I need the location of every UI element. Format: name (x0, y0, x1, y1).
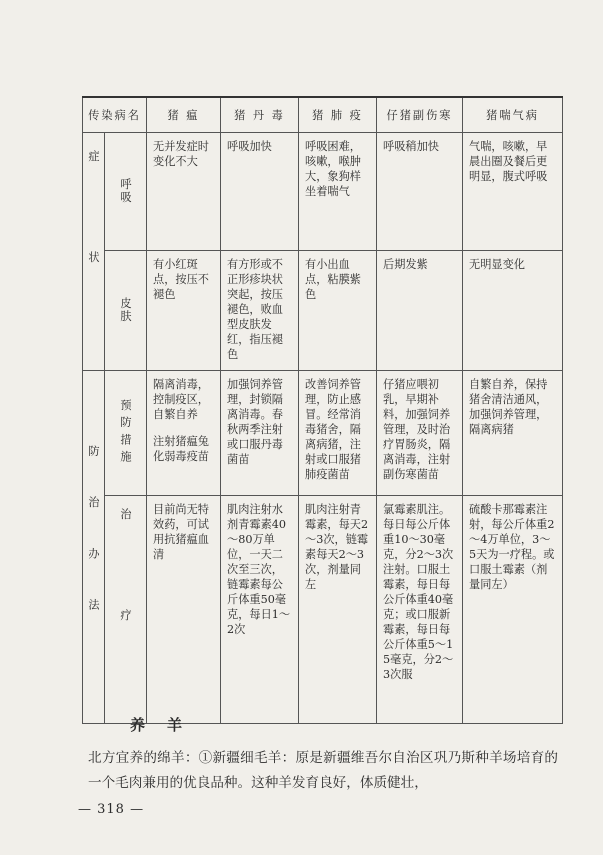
section-title: 养羊 (130, 716, 205, 734)
table-cell: 硫酸卡那霉素注射，每公斤体重2～4万单位，3～5天为一疗程。或口服土霉素（剂量同左） (463, 496, 563, 724)
table-cell: 目前尚无特效药，可试用抗猪瘟血清 (147, 496, 221, 724)
table-cell: 有小红斑点，按压不褪色 (147, 251, 221, 371)
table-cell: 无明显变化 (463, 251, 563, 371)
symptoms-group-label: 症状 (83, 133, 105, 371)
row-label: 皮肤 (105, 251, 147, 371)
page-number: — 318 — (78, 802, 145, 817)
disease-table (82, 96, 563, 724)
header-disease: 猪喘气病 (463, 97, 563, 133)
control-group-label: 防治办法 (83, 371, 105, 724)
header-disease: 猪 肺 疫 (299, 97, 377, 133)
table-cell: 后期发紫 (377, 251, 463, 371)
table-row (83, 251, 563, 371)
cell-text: 隔离消毒，控制疫区，自繁自养 (153, 378, 209, 421)
row-label: 预防措施 (105, 371, 147, 496)
header-disease: 猪 丹 毒 (221, 97, 299, 133)
table-cell: 加强饲养管理，封锁隔离消毒。春秋两季注射或口服丹毒菌苗 (221, 371, 299, 496)
header-disease: 仔猪副伤寒 (377, 97, 463, 133)
header-disease: 猪 瘟 (147, 97, 221, 133)
table-cell: 呼吸加快 (221, 133, 299, 251)
table-header-row (83, 97, 563, 133)
row-label: 治疗 (105, 496, 147, 724)
table-cell: 自繁自养，保持猪舍清洁通风，加强饲养管理，隔离病猪 (463, 371, 563, 496)
header-corner: 传染病名 (83, 97, 147, 133)
table-cell (147, 371, 221, 496)
table-cell: 呼吸稍加快 (377, 133, 463, 251)
table-cell: 仔猪应喂初乳，早期补料，加强饲养管理，及时治疗胃肠炎，隔离消毒，注射副伤寒菌苗 (377, 371, 463, 496)
table-cell: 肌肉注射水剂青霉素40～80万单位，一天二次至三次，链霉素每公斤体重50毫克，每日1～2次 (221, 496, 299, 724)
table-cell: 肌肉注射青霉素，每天2～3次，链霉素每天2～3次，剂量同左 (299, 496, 377, 724)
table-cell: 改善饲养管理，防止感冒。经常消毒猪舍，隔离病猪，注射或口服猪肺疫菌苗 (299, 371, 377, 496)
table-cell: 有小出血点，粘膜紫色 (299, 251, 377, 371)
table-cell: 呼吸困难，咳嗽，喉肿大，象狗样坐着喘气 (299, 133, 377, 251)
table-row (83, 496, 563, 724)
table-cell: 气喘，咳嗽，早晨出圈及餐后更明显，腹式呼吸 (463, 133, 563, 251)
table-cell: 氯霉素肌注。每日每公斤体重10～30毫克，分2～3次注射。口服土霉素，每日每公斤体重40毫克；或口服新霉素，每日每公斤体重5～15毫克，分2～3次服 (377, 496, 463, 724)
table-row (83, 371, 563, 496)
table-row (83, 133, 563, 251)
row-label: 呼吸 (105, 133, 147, 251)
body-paragraph: 北方宜养的绵羊：①新疆细毛羊：原是新疆维吾尔自治区巩乃斯种羊场培育的一个毛肉兼用的优良品种。这种羊发育良好，体质健壮， (88, 750, 558, 791)
table-cell: 有方形或不正形疹块状突起，按压褪色，败血型皮肤发红，指压褪色 (221, 251, 299, 371)
cell-text: 注射猪瘟兔化弱毒疫苗 (153, 435, 209, 463)
table-cell: 无并发症时变化不大 (147, 133, 221, 251)
